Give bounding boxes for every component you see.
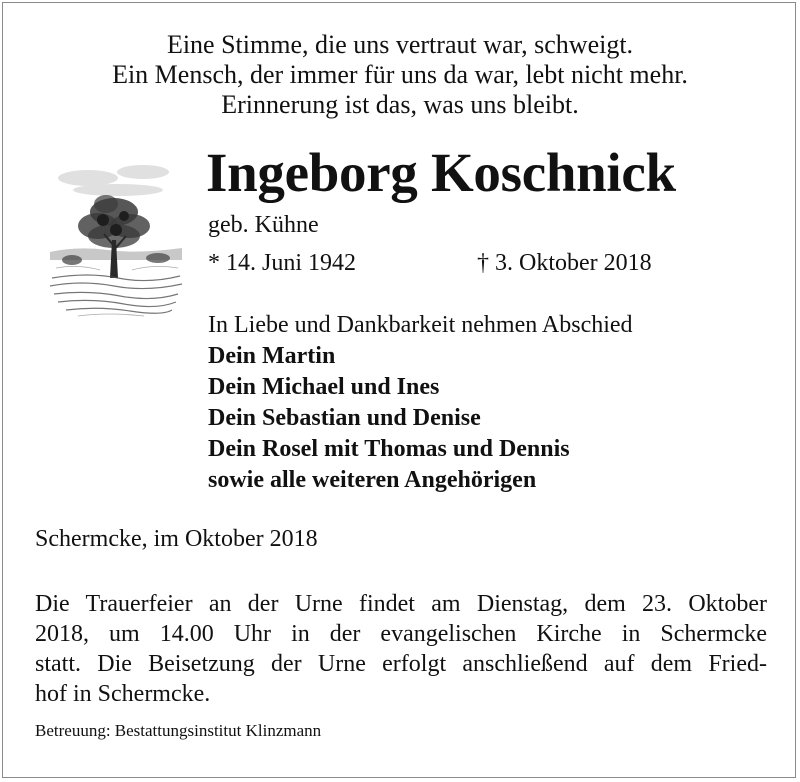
service-line: Die Trauerfeier an der Urne findet am Dienstag, dem 23. Oktober [35,591,767,617]
service-line: 2018, um 14.00 Uhr in der evangelischen Kirche in Schermcke [35,621,767,647]
death-date: † 3. Oktober 2018 [477,250,652,276]
mourner-line: Dein Rosel mit Thomas und Dennis [208,436,570,462]
mourner-line: Dein Sebastian und Denise [208,405,481,431]
mourner-line: sowie alle weiteren Angehörigen [208,467,537,493]
service-details [35,589,767,709]
service-line: hof in Schermcke. [35,681,211,707]
memorial-poem [0,30,800,120]
undertaker-credit: Betreuung: Bestattungsinstitut Klinzmann [35,721,322,740]
mourners-list [208,341,570,496]
poem-line: Ein Mensch, der immer für uns da war, lebt nicht mehr. [112,60,688,89]
mourner-line: Dein Martin [208,343,336,369]
deceased-name: Ingeborg Koschnick [206,142,676,203]
farewell-intro: In Liebe und Dankbarkeit nehmen Abschied [208,312,633,338]
poem-line: Eine Stimme, die uns vertraut war, schweigt. [166,30,634,59]
tree-landscape-icon [48,160,184,320]
mourner-line: Dein Michael und Ines [208,374,440,400]
birth-date: * 14. Juni 1942 [208,250,357,276]
maiden-name: geb. Kühne [208,212,319,238]
service-line: statt. Die Beisetzung der Urne erfolgt anschließend auf dem Fried- [35,651,767,677]
poem-line: Erinnerung ist das, was uns bleibt. [221,90,579,119]
place-date: Schermcke, im Oktober 2018 [35,526,318,552]
